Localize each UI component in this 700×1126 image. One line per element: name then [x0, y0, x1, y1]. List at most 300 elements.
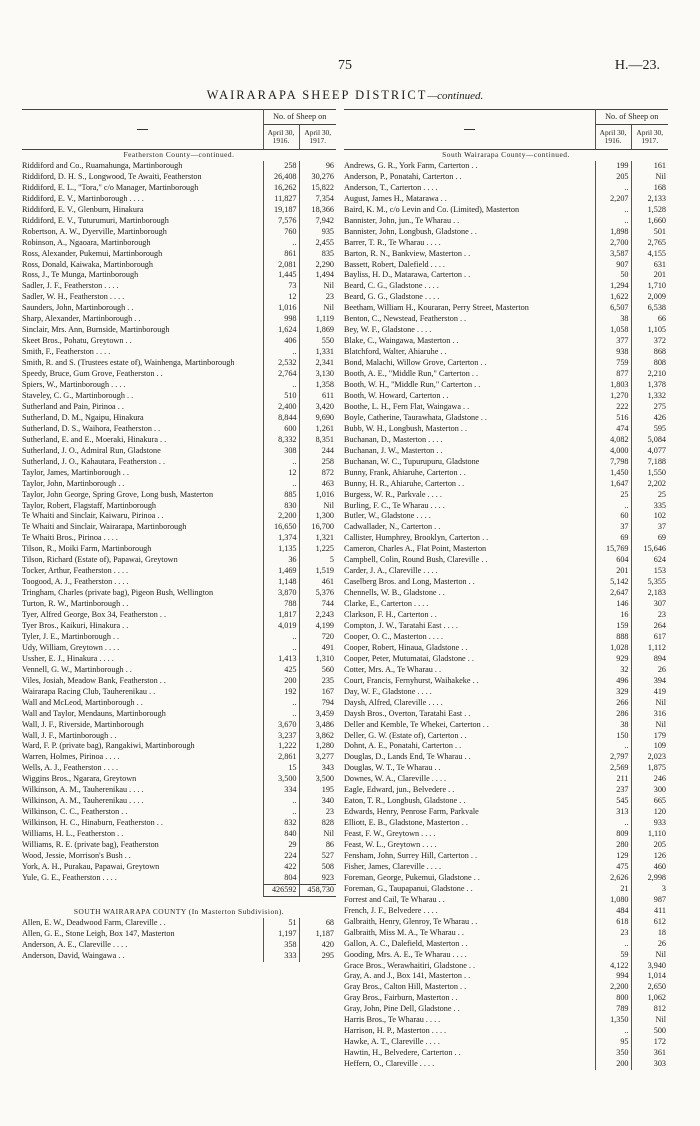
- sheep-1916: 7,576: [263, 216, 299, 227]
- sheep-1916: 1,450: [595, 468, 631, 479]
- sheep-1916: 2,700: [595, 238, 631, 249]
- owner-name: Foreman, G., Taupapanui, Gladstone . .: [344, 883, 473, 893]
- table-row: [344, 270, 668, 281]
- sheep-1916: 1,080: [595, 895, 631, 906]
- sheep-1917: 5,376: [299, 588, 336, 599]
- table-row: [22, 413, 336, 424]
- sheep-1916: ..: [263, 457, 299, 468]
- sheep-1916: 29: [263, 840, 299, 851]
- sheep-1916: 1,028: [595, 643, 631, 654]
- owner-name: Saunders, John, Martinborough . .: [22, 303, 134, 313]
- sheep-1916: 73: [263, 281, 299, 292]
- sheep-1916: 4,122: [595, 961, 631, 972]
- owner-name: Butler, W., Gladstone . . . .: [344, 511, 431, 521]
- table-row: [344, 336, 668, 347]
- sheep-1916: 475: [595, 862, 631, 873]
- sheep-1916: 1,135: [263, 544, 299, 555]
- sheep-1917: 631: [631, 260, 668, 271]
- table-row: [22, 862, 336, 873]
- sheep-1916: 59: [595, 950, 631, 961]
- sheep-1917: Nil: [631, 172, 668, 183]
- sheep-1916: 12: [263, 468, 299, 479]
- table-row: [22, 610, 336, 621]
- total-row: [22, 884, 336, 896]
- sheep-1916: 36: [263, 555, 299, 566]
- sheep-1916: 201: [595, 566, 631, 577]
- sheep-1916: ..: [595, 741, 631, 752]
- table-row: [22, 873, 336, 884]
- sheep-1917: 172: [631, 1037, 668, 1048]
- left-column: [22, 109, 336, 1119]
- sheep-1917: 1,494: [299, 270, 336, 281]
- sheep-1917: 394: [631, 676, 668, 687]
- sheep-1917: 4,077: [631, 446, 668, 457]
- sheep-1916: 2,207: [595, 194, 631, 205]
- table-row: [344, 654, 668, 665]
- sheep-1917: Nil: [631, 720, 668, 731]
- table-row: [22, 402, 336, 413]
- page-title-text: WAIRARAPA SHEEP DISTRICT: [206, 88, 428, 102]
- sheep-1917: 420: [299, 940, 336, 951]
- owner-name: Sharp, Alexander, Martinborough . .: [22, 314, 141, 324]
- sheep-1916: 1,294: [595, 281, 631, 292]
- table-row: [344, 917, 668, 928]
- owner-name: Callister, Humphrey, Brooklyn, Carterton . .: [344, 533, 489, 543]
- sheep-1917: 23: [299, 807, 336, 818]
- sheep-1917: 812: [631, 1004, 668, 1015]
- owner-name: Wall and Taylor, Mendauns, Martinborough: [22, 708, 166, 718]
- sheep-1916: 1,413: [263, 654, 299, 665]
- owner-name: Vennell, G. W., Martinborough . .: [22, 664, 132, 674]
- table-row: [22, 194, 336, 205]
- right-sheep-table: [344, 109, 668, 1070]
- sheep-1916: 21: [595, 884, 631, 895]
- sheep-1916: 280: [595, 840, 631, 851]
- sheep-1917: 161: [631, 161, 668, 172]
- sheep-1916: 15,769: [595, 544, 631, 555]
- table-row: [344, 391, 668, 402]
- owner-name: Daysh Bros., Overton, Taratahi East . .: [344, 708, 471, 718]
- sheep-1916: 618: [595, 917, 631, 928]
- owner-name: Wiggins Bros., Ngarara, Greytown: [22, 774, 137, 784]
- owner-name: Buchanan, W. C., Tupurupuru, Gladstone: [344, 456, 480, 466]
- sheep-1916: 804: [263, 873, 299, 884]
- table-row: [344, 884, 668, 895]
- sheep-1916: 1,222: [263, 741, 299, 752]
- table-row: [22, 172, 336, 183]
- sheep-1916: 377: [595, 336, 631, 347]
- page-title-continued: —continued.: [427, 90, 484, 102]
- sheep-1916: 474: [595, 424, 631, 435]
- table-row: [22, 918, 336, 929]
- table-row: [22, 457, 336, 468]
- sheep-1917: Nil: [631, 1015, 668, 1026]
- sheep-1916: 16: [595, 610, 631, 621]
- owner-name: Taylor, John, Martinborough . .: [22, 478, 125, 488]
- sheep-1916: 50: [595, 270, 631, 281]
- owner-name: Riddiford, E. L., "Tora," c/o Manager, Martinborough: [22, 182, 199, 192]
- owner-name: Douglas, D., Lands End, Te Wharau . .: [344, 752, 471, 762]
- owner-name: Blatchford, Walter, Ahiaruhe . .: [344, 347, 447, 357]
- sheep-1917: 5,355: [631, 577, 668, 588]
- table-row: [22, 818, 336, 829]
- table-row: [344, 763, 668, 774]
- sheep-1916: 861: [263, 249, 299, 260]
- owner-name: Te Whaiti Bros., Pirinoa . . . .: [22, 533, 118, 543]
- table-row: [22, 183, 336, 194]
- sheep-1916: 2,200: [595, 982, 631, 993]
- sheep-1916: 6,507: [595, 303, 631, 314]
- table-row: [22, 720, 336, 731]
- owner-name: Bunny, H. R., Ahiaruhe, Carterton . .: [344, 478, 465, 488]
- owner-name: Day, W. F., Gladstone . . . .: [344, 686, 432, 696]
- owner-name: Benton, C., Newstead, Featherston . .: [344, 314, 467, 324]
- sheep-1916: 2,764: [263, 369, 299, 380]
- sheep-1916: ..: [595, 1026, 631, 1037]
- table-row: [344, 906, 668, 917]
- sheep-1916: 1,350: [595, 1015, 631, 1026]
- sheep-1917: Nil: [299, 281, 336, 292]
- sheep-1916: 224: [263, 851, 299, 862]
- sheep-1916: 5,142: [595, 577, 631, 588]
- table-row: [344, 840, 668, 851]
- table-row: [344, 1048, 668, 1059]
- table-row: [22, 303, 336, 314]
- table-row: [22, 555, 336, 566]
- sheep-1916: 2,861: [263, 752, 299, 763]
- owner-name: Harrison, H. P., Masterton . . . .: [344, 1026, 447, 1036]
- owner-name: Chennells, W. B., Gladstone . .: [344, 588, 445, 598]
- col-1916-header: April 30, 1916.: [595, 125, 631, 150]
- owner-name: Beard, C. G., Gladstone . . . .: [344, 281, 439, 291]
- owner-name: Buchanan, D., Masterton . . . .: [344, 434, 443, 444]
- table-row: [344, 1015, 668, 1026]
- sheep-1917: 18: [631, 928, 668, 939]
- sheep-1916: ..: [263, 698, 299, 709]
- table-row: [344, 292, 668, 303]
- sheep-1917: 835: [299, 249, 336, 260]
- owner-name: Ward, F. P. (private bag), Rangakiwi, Martinborough: [22, 741, 195, 751]
- sheep-1917: 168: [631, 183, 668, 194]
- sheep-1916: 888: [595, 632, 631, 643]
- sheep-1916: 3,670: [263, 720, 299, 731]
- table-row: [344, 1026, 668, 1037]
- sheep-1916: ..: [263, 709, 299, 720]
- table-row: [22, 511, 336, 522]
- sheep-1916: 2,081: [263, 260, 299, 271]
- sheep-1916: ..: [595, 501, 631, 512]
- sheep-1917: 1,300: [299, 511, 336, 522]
- owner-name: Toogood, A. J., Featherston . . . .: [22, 577, 129, 587]
- sheep-1917: 935: [299, 227, 336, 238]
- owner-name: Tilson, R., Moiki Farm, Martinborough: [22, 544, 152, 554]
- table-row: [22, 687, 336, 698]
- sheep-1917: 3: [631, 884, 668, 895]
- table-row: [344, 829, 668, 840]
- table-row: [344, 501, 668, 512]
- sheep-1917: 340: [299, 796, 336, 807]
- owner-name: Riddiford, E. V., Tuturumuri, Martinborough: [22, 215, 169, 225]
- sheep-1917: 5: [299, 555, 336, 566]
- owner-name: Bassett, Robert, Dalefield . . . .: [344, 259, 445, 269]
- sheep-1916: 11,827: [263, 194, 299, 205]
- table-row: [344, 533, 668, 544]
- owner-name: Cooper, Peter, Mutumatai, Gladstone . .: [344, 653, 474, 663]
- owner-name: Galbraith, Henry, Glenroy, Te Wharau . .: [344, 916, 478, 926]
- owner-name: Cooper, Robert, Hinaua, Gladstone . .: [344, 642, 468, 652]
- col-1917-header: April 30, 1917.: [299, 125, 336, 150]
- sheep-1917: 611: [299, 391, 336, 402]
- table-row: [22, 325, 336, 336]
- name-column-header: [344, 110, 595, 150]
- sheep-1916: ..: [263, 380, 299, 391]
- sheep-1916: 2,647: [595, 588, 631, 599]
- table-row: [22, 731, 336, 742]
- sheep-1916: 95: [595, 1037, 631, 1048]
- owner-name: Downes, W. A., Clareville . . . .: [344, 774, 447, 784]
- owner-name: Bond, Malachi, Willow Grove, Carterton . .: [344, 358, 487, 368]
- sheep-1916: 425: [263, 665, 299, 676]
- owner-name: Yule, G. E., Featherston . . . .: [22, 872, 117, 882]
- table-row: [22, 435, 336, 446]
- owner-name: Booth, W. H., "Middle Run," Carterton . .: [344, 380, 481, 390]
- table-row: [344, 993, 668, 1004]
- sheep-1916: 1,898: [595, 227, 631, 238]
- sheep-1916: 600: [263, 424, 299, 435]
- sheep-1917: 1,358: [299, 380, 336, 391]
- table-row: [22, 599, 336, 610]
- sheep-1917: 23: [631, 610, 668, 621]
- sheep-1916: ..: [595, 205, 631, 216]
- sheep-1917: 1,528: [631, 205, 668, 216]
- sheep-1917: 1,119: [299, 314, 336, 325]
- section-heading: SOUTH WAIRARAPA COUNTY (In Masterton Subdivision).: [73, 906, 285, 916]
- sheep-1916: ..: [263, 796, 299, 807]
- sheep-1917: 933: [631, 818, 668, 829]
- sheep-1916: 200: [263, 676, 299, 687]
- sheep-1916: 12: [263, 292, 299, 303]
- owner-name: Bey, W. F., Gladstone . . . .: [344, 325, 432, 335]
- table-row: [22, 785, 336, 796]
- sheep-1916: 192: [263, 687, 299, 698]
- table-row: [344, 424, 668, 435]
- sheep-1916: 358: [263, 940, 299, 951]
- sheep-1916: 2,400: [263, 402, 299, 413]
- sheep-1917: 26: [631, 665, 668, 676]
- owner-name: Taylor, Robert, Flagstaff, Martinborough: [22, 500, 157, 510]
- owner-name: Hawke, A. T., Clareville . . . .: [344, 1037, 440, 1047]
- table-row: [344, 544, 668, 555]
- table-row: [22, 314, 336, 325]
- sheep-1917: 2,243: [299, 610, 336, 621]
- document-code: H.—23.: [614, 58, 660, 73]
- sheep-1917: 894: [631, 654, 668, 665]
- table-row: [344, 347, 668, 358]
- sheep-1917: 8,351: [299, 435, 336, 446]
- owner-name: Bannister, John, jun., Te Wharau . .: [344, 215, 460, 225]
- owner-name: Gallon, A. C., Dalefield, Masterton . .: [344, 938, 468, 948]
- sheep-1917: 491: [299, 643, 336, 654]
- sheep-1916: 333: [263, 951, 299, 962]
- table-row: [22, 479, 336, 490]
- table-row: [22, 391, 336, 402]
- owner-name: Daysh, Alfred, Clareville . . . .: [344, 697, 443, 707]
- dash-mark: [464, 129, 475, 130]
- sheep-1917: 1,660: [631, 216, 668, 227]
- table-row: [22, 347, 336, 358]
- sheep-1917: 923: [299, 873, 336, 884]
- sheep-1917: 3,862: [299, 731, 336, 742]
- sheep-1917: 15,822: [299, 183, 336, 194]
- owner-name: Wall and McLeod, Martinborough . .: [22, 697, 143, 707]
- sheep-1917: 2,183: [631, 588, 668, 599]
- table-row: [344, 796, 668, 807]
- sheep-1917: 1,016: [299, 490, 336, 501]
- owner-name: Wells, A. J., Featherston . . . .: [22, 763, 118, 773]
- table-row: [344, 687, 668, 698]
- sheep-1916: 516: [595, 413, 631, 424]
- table-row: [344, 555, 668, 566]
- sheep-1916: 406: [263, 336, 299, 347]
- sheep-1917: 86: [299, 840, 336, 851]
- sheep-1916: 1,647: [595, 479, 631, 490]
- table-row: [344, 1059, 668, 1070]
- sheep-1916: 286: [595, 709, 631, 720]
- owner-name: Anderson, A. E., Clareville . . . .: [22, 939, 128, 949]
- sheep-1916: 877: [595, 369, 631, 380]
- table-row: [344, 599, 668, 610]
- sheep-1916: 994: [595, 971, 631, 982]
- sheep-1917: 102: [631, 511, 668, 522]
- owner-name: Anderson, David, Waingawa . .: [22, 950, 125, 960]
- sheep-1917: 1,105: [631, 325, 668, 336]
- table-row: [22, 796, 336, 807]
- sheep-1916: 16,262: [263, 183, 299, 194]
- owner-name: Deller and Kemble, Te Whekei, Carterton . .: [344, 719, 489, 729]
- table-row: [22, 829, 336, 840]
- sheep-1916: 2,797: [595, 752, 631, 763]
- owner-name: Burgess, W. R., Parkvale . . . .: [344, 489, 442, 499]
- owner-name: Te Whaiti and Sinclair, Kaiwaru, Pirinoa . .: [22, 511, 164, 521]
- sheep-1917: 2,133: [631, 194, 668, 205]
- table-row: [344, 172, 668, 183]
- sheep-1916: 350: [595, 1048, 631, 1059]
- owner-name: Bannister, John, Longbush, Gladstone . .: [344, 226, 477, 236]
- sheep-1917: 3,130: [299, 369, 336, 380]
- sheep-1916: 51: [263, 918, 299, 929]
- sheep-1917: 195: [299, 785, 336, 796]
- sheep-1916: 4,082: [595, 435, 631, 446]
- sheep-count-group-header: No. of Sheep on: [263, 110, 336, 125]
- sheep-1917: 30,276: [299, 172, 336, 183]
- table-row: [22, 698, 336, 709]
- owner-name: Booth, W. Howard, Carterton . .: [344, 390, 449, 400]
- table-row: [344, 490, 668, 501]
- owner-name: Hawtin, H., Belvedere, Carterton . .: [344, 1048, 461, 1058]
- sheep-1916: 25: [595, 490, 631, 501]
- table-row: [22, 632, 336, 643]
- sheep-1917: 3,277: [299, 752, 336, 763]
- table-row: [22, 763, 336, 774]
- sheep-1917: 66: [631, 314, 668, 325]
- table-row: [22, 369, 336, 380]
- sheep-1917: Nil: [299, 303, 336, 314]
- sheep-1916: 809: [595, 829, 631, 840]
- table-row: [22, 501, 336, 512]
- sheep-1917: 617: [631, 632, 668, 643]
- sheep-1916: 19,187: [263, 205, 299, 216]
- owner-name: Sadler, W. H., Featherston . . . .: [22, 292, 125, 302]
- sheep-1917: 258: [299, 457, 336, 468]
- owner-name: Sutherland and Pain, Pirinoa . .: [22, 401, 124, 411]
- sheep-1916: 222: [595, 402, 631, 413]
- owner-name: Riddiford, E. V., Martinborough . . . .: [22, 193, 144, 203]
- owner-name: Harris Bros., Te Wharau . . . .: [344, 1015, 441, 1025]
- sheep-1917: 501: [631, 227, 668, 238]
- table-row: [22, 654, 336, 665]
- owner-name: Compton, J. W., Taratahi East . . . .: [344, 620, 458, 630]
- sheep-1917: 624: [631, 555, 668, 566]
- table-row: [22, 566, 336, 577]
- sheep-1916: 146: [595, 599, 631, 610]
- table-row: [344, 194, 668, 205]
- table-row: [344, 632, 668, 643]
- table-row: [344, 950, 668, 961]
- sheep-1917: 372: [631, 336, 668, 347]
- table-row: [344, 161, 668, 172]
- sheep-1917: 3,459: [299, 709, 336, 720]
- owner-name: Cameron, Charles A., Flat Point, Masterton: [344, 544, 487, 554]
- table-row: [22, 292, 336, 303]
- owner-name: Barrer, T. R., Te Wharau . . . .: [344, 237, 441, 247]
- sheep-1917: 126: [631, 851, 668, 862]
- owner-name: Eaton, T. R., Longbush, Gladstone . .: [344, 796, 466, 806]
- sheep-1917: 2,023: [631, 752, 668, 763]
- table-row: [344, 588, 668, 599]
- sheep-1917: 1,869: [299, 325, 336, 336]
- owner-name: Ross, Alexander, Pukemui, Martinborough: [22, 248, 163, 258]
- owner-name: Forrest and Cail, Te Wharau . .: [344, 894, 445, 904]
- sheep-1916: 998: [263, 314, 299, 325]
- sheep-1916: 604: [595, 555, 631, 566]
- sheep-1917: 300: [631, 785, 668, 796]
- owner-name: Anderson, P., Ponatahi, Carterton . .: [344, 171, 462, 181]
- table-row: [22, 161, 336, 172]
- owner-name: Skeet Bros., Pohatu, Greytown . .: [22, 336, 132, 346]
- owner-name: August, James H., Matarawa . .: [344, 193, 447, 203]
- table-row: [22, 260, 336, 271]
- table-row: [344, 774, 668, 785]
- owner-name: Warren, Holmes, Pirinoa . . . .: [22, 752, 120, 762]
- owner-name: Tyler, J. E., Martinborough . .: [22, 631, 120, 641]
- table-row: [22, 588, 336, 599]
- sheep-1917: 3,420: [299, 402, 336, 413]
- owner-name: Wall, J. F., Martinborough . .: [22, 730, 117, 740]
- sheep-1916: 3,500: [263, 774, 299, 785]
- sheep-1916: 1,445: [263, 270, 299, 281]
- sheep-1917: 411: [631, 906, 668, 917]
- sheep-1916: 832: [263, 818, 299, 829]
- sheep-1917: 246: [631, 774, 668, 785]
- sheep-1916: 510: [263, 391, 299, 402]
- sheep-1916: 426592: [263, 884, 299, 896]
- section-heading: South Wairarapa County—continued.: [442, 150, 570, 159]
- sheep-1917: 68: [299, 918, 336, 929]
- sheep-1917: 665: [631, 796, 668, 807]
- owner-name: Edwards, Henry, Penrose Farm, Parkvale: [344, 807, 479, 817]
- table-row: [344, 807, 668, 818]
- owner-name: Barton, R. N., Bankview, Masterton . .: [344, 248, 471, 258]
